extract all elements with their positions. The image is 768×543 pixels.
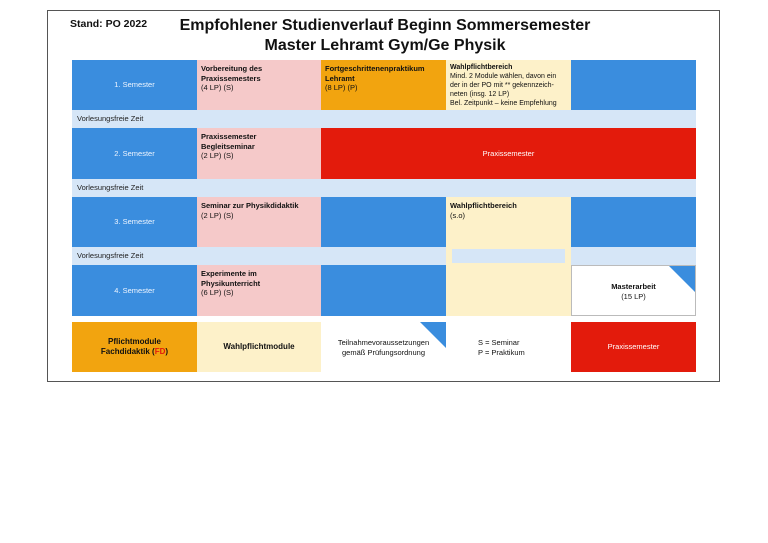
legend-wahlpflichtmodule: Wahlpflichtmodule [197,322,321,372]
module-info: (8 LP) (P) [325,83,358,92]
module-info: (6 LP) (S) [201,288,234,297]
semester-1-label: 1. Semester [72,60,197,110]
module-vorbereitung-praxissemester [197,60,321,110]
module-title: Fortgeschrittenenpraktikum [325,64,425,73]
module-title: Masterarbeit [611,282,656,291]
module-masterarbeit [571,265,696,316]
break-row-3: Vorlesungsfreie Zeit [72,247,446,265]
empty-cell [321,265,446,316]
module-info: Bel. Zeitpunkt – keine Empfehlung [450,100,557,107]
module-info: neten (insg. 12 LP) [450,91,510,98]
module-title: Begleitseminar [201,141,255,151]
module-seminar-physikdidaktik [197,197,321,247]
legend-label-text: ) [165,347,169,356]
empty-cell [571,60,696,110]
page-subtitle: Master Lehramt Gym/Ge Physik [264,37,506,54]
module-praxissemester: Praxissemester [321,128,696,179]
module-wahlpflichtbereich [446,60,571,110]
module-fortgeschrittenenpraktikum [321,60,446,110]
module-title: Lehramt [325,73,355,83]
fd-abbrev: FD [154,347,166,356]
break-row-2: Vorlesungsfreie Zeit [72,179,696,197]
module-title: Experimente im Physikunterricht [201,269,261,288]
module-title: Seminar zur Physikdidaktik [201,201,299,210]
module-title: Praxissemesters [201,73,261,83]
legend-label-text: Fachdidaktik ( [100,347,155,356]
empty-cell [571,197,696,247]
module-title: Wahlpflichtbereich [450,64,513,71]
break-row-3-end [571,247,696,265]
module-title: Vorbereitung des [201,64,263,73]
stand-label: Stand: PO 2022 [70,18,148,30]
break-row-1: Vorlesungsfreie Zeit [72,110,696,128]
module-info: (2 LP) (S) [201,210,234,220]
empty-cell [321,197,446,247]
legend-label: Teilnahmevoraussetzungen [337,338,430,347]
module-praxissemester-begleitseminar [197,128,321,179]
page-title: Empfohlener Studienverlauf Beginn Sommersemester [179,17,591,34]
module-info: (4 LP) (S) [201,83,234,92]
legend-teilnahmevoraussetzungen [321,322,446,372]
wahlpflicht-continuation [446,265,571,316]
module-title: Wahlpflichtbereich [450,201,517,210]
legend-pflichtmodule [72,322,197,372]
module-info: (2 LP) (S) [201,151,234,160]
legend-praktikum: P = Praktikum [478,347,525,357]
module-info: Mind. 2 Module wählen, davon ein [450,73,557,80]
legend-label: gemäß Prüfungsordnung [342,347,425,357]
semester-3-label: 3. Semester [72,197,197,247]
semester-2-label: 2. Semester [72,128,197,179]
module-experimente-physikunterricht [197,265,321,316]
module-wahlpflichtbereich-3 [446,197,571,247]
legend-praxissemester: Praxissemester [571,322,696,372]
module-title: Praxissemester [201,132,257,141]
semester-4-label: 4. Semester [72,265,197,316]
legend-label-fd [101,347,168,357]
module-info: der in der PO mit ** gekennzeich- [450,82,554,89]
legend-abbreviations [446,322,571,372]
legend-seminar: S = Seminar [478,338,520,347]
legend-label: Pflichtmodule [108,337,161,346]
module-info: (15 LP) [621,291,646,301]
break-marker [452,249,565,263]
module-info: (s.o) [450,210,465,220]
